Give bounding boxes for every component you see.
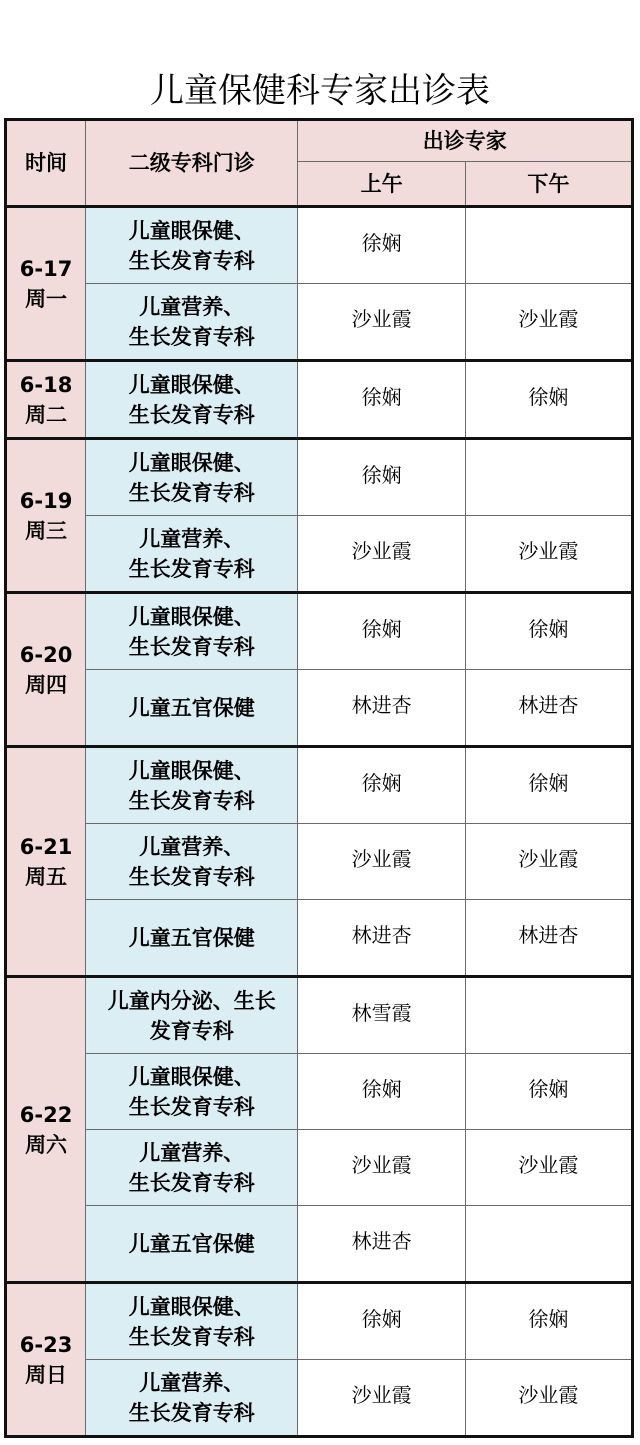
date-label: 6-21	[19, 834, 73, 859]
day-cell	[6, 747, 86, 977]
day-cell	[6, 1283, 86, 1437]
expert-name: 徐娴	[361, 1307, 402, 1331]
expert-name: 林进杏	[518, 923, 579, 947]
afternoon-expert-cell	[465, 593, 632, 670]
morning-expert-cell	[298, 747, 465, 824]
schedule-row	[6, 977, 633, 1054]
morning-expert-cell	[298, 1206, 465, 1283]
morning-expert-cell	[298, 900, 465, 977]
morning-expert-cell	[298, 361, 465, 439]
expert-name: 沙业霞	[351, 1153, 412, 1177]
schedule-row	[6, 1283, 633, 1360]
dept-line-2: 生长发育专科	[128, 1170, 255, 1195]
afternoon-expert-cell	[465, 516, 632, 593]
expert-name: 徐娴	[361, 231, 402, 255]
dept-line-1: 儿童眼保健、	[128, 1064, 255, 1089]
afternoon-expert-cell	[465, 1206, 632, 1283]
weekday-label: 周二	[25, 402, 68, 427]
weekday-label: 周日	[25, 1362, 68, 1387]
dept-cell	[86, 361, 298, 439]
schedule-row	[6, 1130, 633, 1206]
afternoon-expert-cell	[465, 747, 632, 824]
dept-line-2: 生长发育专科	[128, 480, 255, 505]
dept-line-1: 儿童眼保健、	[128, 758, 255, 783]
expert-name: 徐娴	[361, 463, 402, 487]
dept-line-2: 生长发育专科	[128, 556, 255, 581]
morning-expert-cell	[298, 1054, 465, 1130]
afternoon-expert-cell	[465, 207, 632, 284]
dept-line-2: 生长发育专科	[128, 324, 255, 349]
afternoon-expert-cell	[465, 439, 632, 516]
dept-line-1: 儿童五官保健	[128, 925, 255, 950]
dept-cell	[86, 1054, 298, 1130]
dept-cell	[86, 516, 298, 593]
dept-line-1: 儿童五官保健	[128, 695, 255, 720]
expert-name: 徐娴	[528, 1307, 569, 1331]
header-dept: 二级专科门诊	[86, 120, 298, 207]
afternoon-expert-cell	[465, 361, 632, 439]
weekday-label: 周六	[25, 1132, 68, 1157]
afternoon-expert-cell	[465, 977, 632, 1054]
schedule-row	[6, 439, 633, 516]
schedule-row	[6, 516, 633, 593]
day-cell	[6, 439, 86, 593]
dept-line-1: 儿童营养、	[139, 526, 245, 551]
dept-cell	[86, 207, 298, 284]
expert-name: 沙业霞	[351, 847, 412, 871]
dept-cell	[86, 439, 298, 516]
dept-line-1: 儿童眼保健、	[128, 1294, 255, 1319]
expert-name: 沙业霞	[518, 1383, 579, 1407]
schedule-row	[6, 747, 633, 824]
expert-name: 徐娴	[361, 617, 402, 641]
dept-line-1: 儿童内分泌、生长	[107, 988, 276, 1013]
expert-name: 沙业霞	[351, 1383, 412, 1407]
dept-line-1: 儿童眼保健、	[128, 372, 255, 397]
schedule-row	[6, 284, 633, 361]
expert-name: 林进杏	[518, 693, 579, 717]
afternoon-expert-cell	[465, 1130, 632, 1206]
date-label: 6-22	[19, 1102, 73, 1127]
page-title: 儿童保健科专家出诊表	[150, 71, 490, 111]
afternoon-expert-cell	[465, 284, 632, 361]
expert-name: 沙业霞	[518, 1153, 579, 1177]
dept-line-2: 生长发育专科	[128, 248, 255, 273]
expert-name: 沙业霞	[351, 307, 412, 331]
schedule-row	[6, 824, 633, 900]
date-label: 6-18	[19, 372, 73, 397]
afternoon-expert-cell	[465, 1054, 632, 1130]
afternoon-expert-cell	[465, 670, 632, 747]
dept-line-2: 生长发育专科	[128, 634, 255, 659]
schedule-body	[6, 120, 633, 1437]
date-label: 6-23	[19, 1332, 73, 1357]
schedule-row	[6, 1054, 633, 1130]
dept-cell	[86, 1130, 298, 1206]
dept-cell	[86, 900, 298, 977]
weekday-label: 周三	[25, 518, 68, 543]
dept-line-1: 儿童眼保健、	[128, 450, 255, 475]
afternoon-expert-cell	[465, 1283, 632, 1360]
morning-expert-cell	[298, 1360, 465, 1437]
day-cell	[6, 207, 86, 361]
expert-name: 沙业霞	[518, 307, 579, 331]
expert-name: 徐娴	[528, 1077, 569, 1101]
expert-name: 林进杏	[351, 693, 412, 717]
expert-name: 林进杏	[351, 1229, 412, 1253]
day-cell	[6, 593, 86, 747]
date-label: 6-19	[19, 488, 73, 513]
date-label: 6-17	[19, 256, 73, 281]
afternoon-expert-cell	[465, 824, 632, 900]
schedule-row	[6, 1360, 633, 1437]
expert-name: 沙业霞	[518, 539, 579, 563]
dept-line-1: 儿童眼保健、	[128, 604, 255, 629]
dept-line-2: 生长发育专科	[128, 1400, 255, 1425]
morning-expert-cell	[298, 593, 465, 670]
dept-line-2: 生长发育专科	[128, 1324, 255, 1349]
expert-name: 林进杏	[351, 923, 412, 947]
schedule-row	[6, 1206, 633, 1283]
dept-line-1: 儿童营养、	[139, 1140, 245, 1165]
dept-line-1: 儿童眼保健、	[128, 218, 255, 243]
dept-line-2: 生长发育专科	[128, 864, 255, 889]
weekday-label: 周四	[25, 672, 68, 697]
schedule-row	[6, 670, 633, 747]
weekday-label: 周五	[25, 864, 68, 889]
schedule-row	[6, 900, 633, 977]
dept-cell	[86, 593, 298, 670]
morning-expert-cell	[298, 439, 465, 516]
expert-name: 徐娴	[528, 385, 569, 409]
header-experts: 出诊专家	[298, 120, 633, 162]
expert-name: 徐娴	[361, 385, 402, 409]
expert-name: 徐娴	[528, 617, 569, 641]
morning-expert-cell	[298, 1283, 465, 1360]
dept-line-1: 儿童五官保健	[128, 1231, 255, 1256]
dept-cell	[86, 1283, 298, 1360]
schedule-table	[4, 118, 634, 1438]
morning-expert-cell	[298, 207, 465, 284]
dept-line-2: 生长发育专科	[128, 788, 255, 813]
dept-line-1: 儿童营养、	[139, 294, 245, 319]
morning-expert-cell	[298, 824, 465, 900]
morning-expert-cell	[298, 977, 465, 1054]
dept-line-2: 生长发育专科	[128, 1094, 255, 1119]
dept-cell	[86, 747, 298, 824]
schedule-row	[6, 361, 633, 439]
dept-cell	[86, 284, 298, 361]
afternoon-expert-cell	[465, 900, 632, 977]
dept-cell	[86, 1206, 298, 1283]
expert-name: 林雪霞	[351, 1001, 412, 1025]
expert-name: 徐娴	[361, 1077, 402, 1101]
schedule-row	[6, 207, 633, 284]
morning-expert-cell	[298, 1130, 465, 1206]
expert-name: 沙业霞	[351, 539, 412, 563]
date-label: 6-20	[19, 642, 73, 667]
day-cell	[6, 361, 86, 439]
afternoon-expert-cell	[465, 1360, 632, 1437]
weekday-label: 周一	[25, 286, 68, 311]
schedule-row	[6, 593, 633, 670]
header-am: 上午	[298, 162, 465, 207]
morning-expert-cell	[298, 516, 465, 593]
header-time: 时间	[6, 120, 86, 207]
morning-expert-cell	[298, 670, 465, 747]
dept-line-2: 发育专科	[149, 1018, 234, 1043]
dept-cell	[86, 1360, 298, 1437]
dept-cell	[86, 670, 298, 747]
expert-name: 沙业霞	[518, 847, 579, 871]
dept-line-1: 儿童营养、	[139, 1370, 245, 1395]
dept-line-1: 儿童营养、	[139, 834, 245, 859]
morning-expert-cell	[298, 284, 465, 361]
expert-name: 徐娴	[361, 771, 402, 795]
day-cell	[6, 977, 86, 1283]
dept-line-2: 生长发育专科	[128, 402, 255, 427]
header-pm: 下午	[465, 162, 632, 207]
dept-cell	[86, 977, 298, 1054]
dept-cell	[86, 824, 298, 900]
expert-name: 徐娴	[528, 771, 569, 795]
